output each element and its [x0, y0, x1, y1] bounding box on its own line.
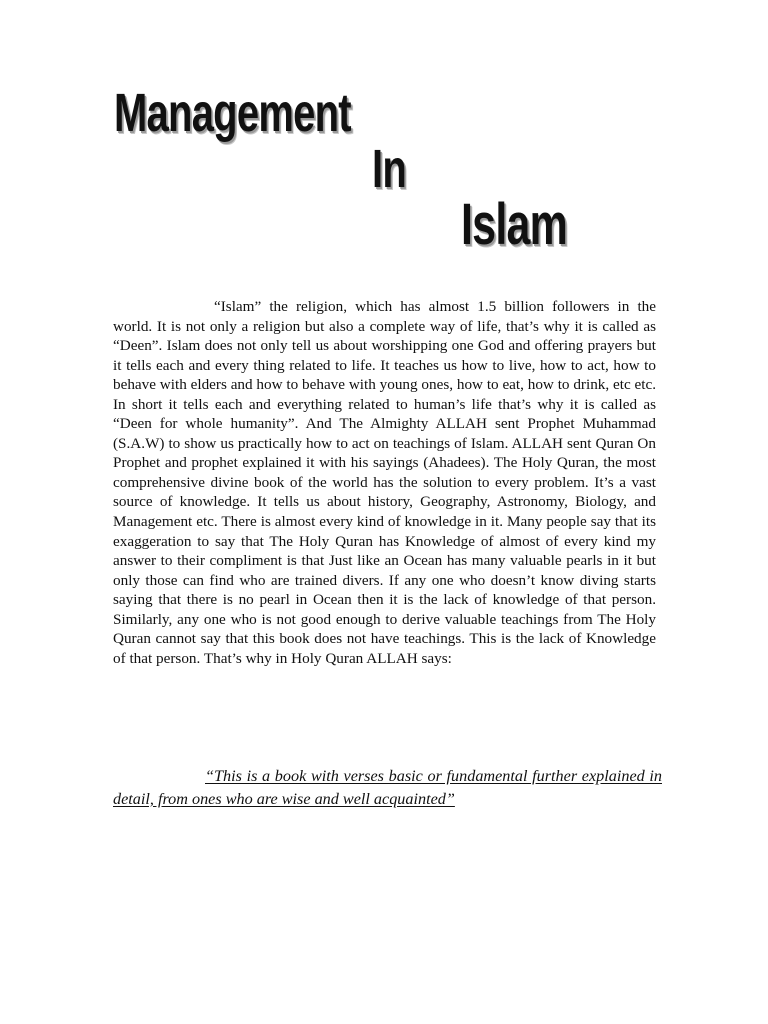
title-word-islam: Islam — [461, 192, 568, 257]
title-word-management: Management — [114, 83, 351, 143]
body-paragraph: “Islam” the religion, which has almost 1.5 billion followers in the world. It is not only a religion but also a complete way of life, that’s why it is called as “Deen”. Islam does not only tell us about worshipping one God and offering prayers but it tells each and every thing related to life. It teaches us how to live, how to act, how to behave with elders and how to behave with young ones, how to eat, how to drink, etc etc. In short it tells each and everything related to human’s life that’s why it is called as “Deen for whole humanity”. And The Almighty ALLAH sent Prophet Muhammad (S.A.W) to show us practically how to act on teachings of Islam. ALLAH sent Quran On Prophet and prophet explained it with his sayings (Ahadees). The Holy Quran, the most comprehensive divine book of the world has the solution to every problem. It’s a vast source of knowledge. It tells us about history, Geography, Astronomy, Biology, and Management etc. There is almost every kind of knowledge in it. Many people say that its exaggeration to say that The Holy Quran has Knowledge of almost of every kind my answer to their compliment is that Just like an Ocean has many valuable pearls in it but only those can find who are trained divers. If any one who doesn’t know diving starts saying that there is no pearl in Ocean then it is the lack of knowledge of that person. Similarly, any one who is not good enough to derive valuable teachings from The Holy Quran cannot say that this book does not have teachings. This is the lack of Knowledge of that person. That’s why in Holy Quran ALLAH says: — [113, 298, 656, 667]
quran-quote: “This is a book with verses basic or fundamental further explained in detail, from ones who are wise and well acquainted” — [113, 767, 662, 808]
title-word-in: In — [372, 139, 407, 199]
